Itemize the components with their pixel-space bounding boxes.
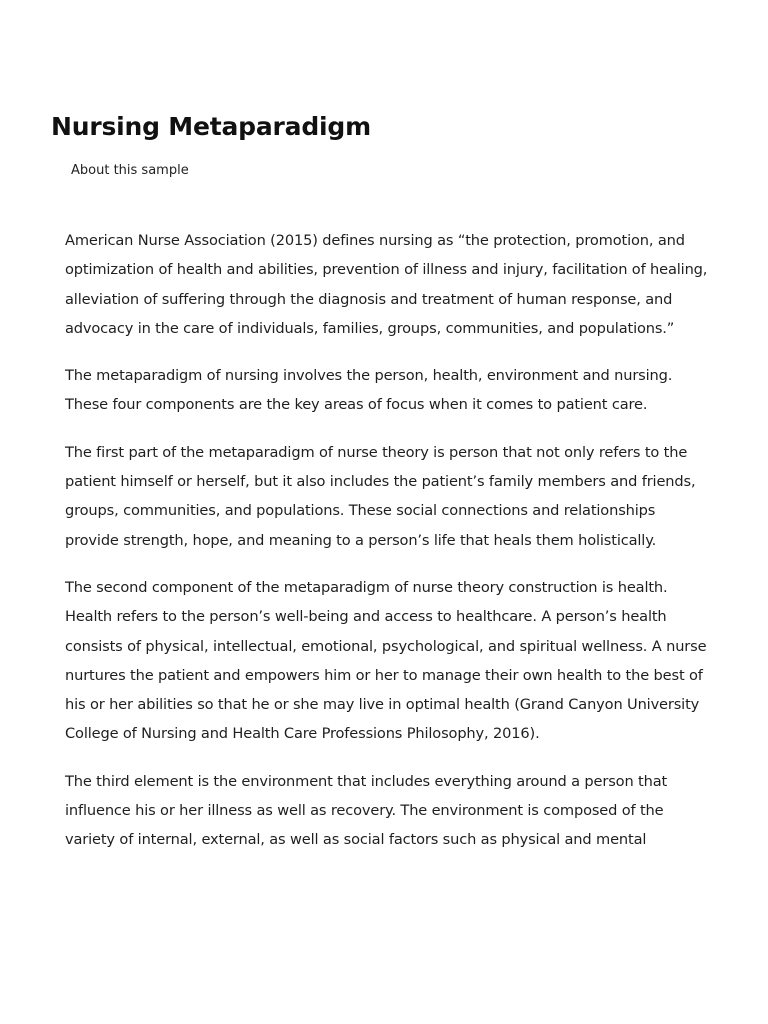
about-sample-link[interactable]: About this sample <box>71 163 189 178</box>
paragraph-2: The metaparadigm of nursing involves the person, health, environment and nursing. These four components are the key areas of focus when it comes to patient care. <box>65 367 673 414</box>
paragraph-5: The third element is the environment that includes everything around a person that influence his or her illness as well as recovery. The environment is composed of the variety of internal, external, as well as social factors such as physical and mental <box>65 772 668 849</box>
paragraph-1: American Nurse Association (2015) defines nursing as “the protection, promotion, and optimization of health and abilities, prevention of illness and injury, facilitation of healing, alleviation of suffering through the diagnosis and treatment of human response, and advocacy in the care of individuals, families, groups, communities, and populations.” <box>65 232 708 337</box>
document-body <box>65 226 710 873</box>
paragraph-3: The first part of the metaparadigm of nurse theory is person that not only refers to the patient himself or herself, but it also includes the patient’s family members and friends, groups, communities, and populations. These social connections and relationships provide strength, hope, and meaning to a person’s life that heals them holistically. <box>65 443 696 549</box>
paragraph-4: The second component of the metaparadigm of nurse theory construction is health. Health refers to the person’s well-being and access to healthcare. A person’s health consists of physical, intellectual, emotional, psychological, and spiritual wellness. A nurse nurtures the patient and empowers him or her to manage their own health to the best of his or her abilities so that he or she may live in optimal health (Grand Canyon University College of Nursing and Health Care Professions Philosophy, 2016). <box>65 578 707 743</box>
page-title: Nursing Metaparadigm <box>51 112 371 141</box>
